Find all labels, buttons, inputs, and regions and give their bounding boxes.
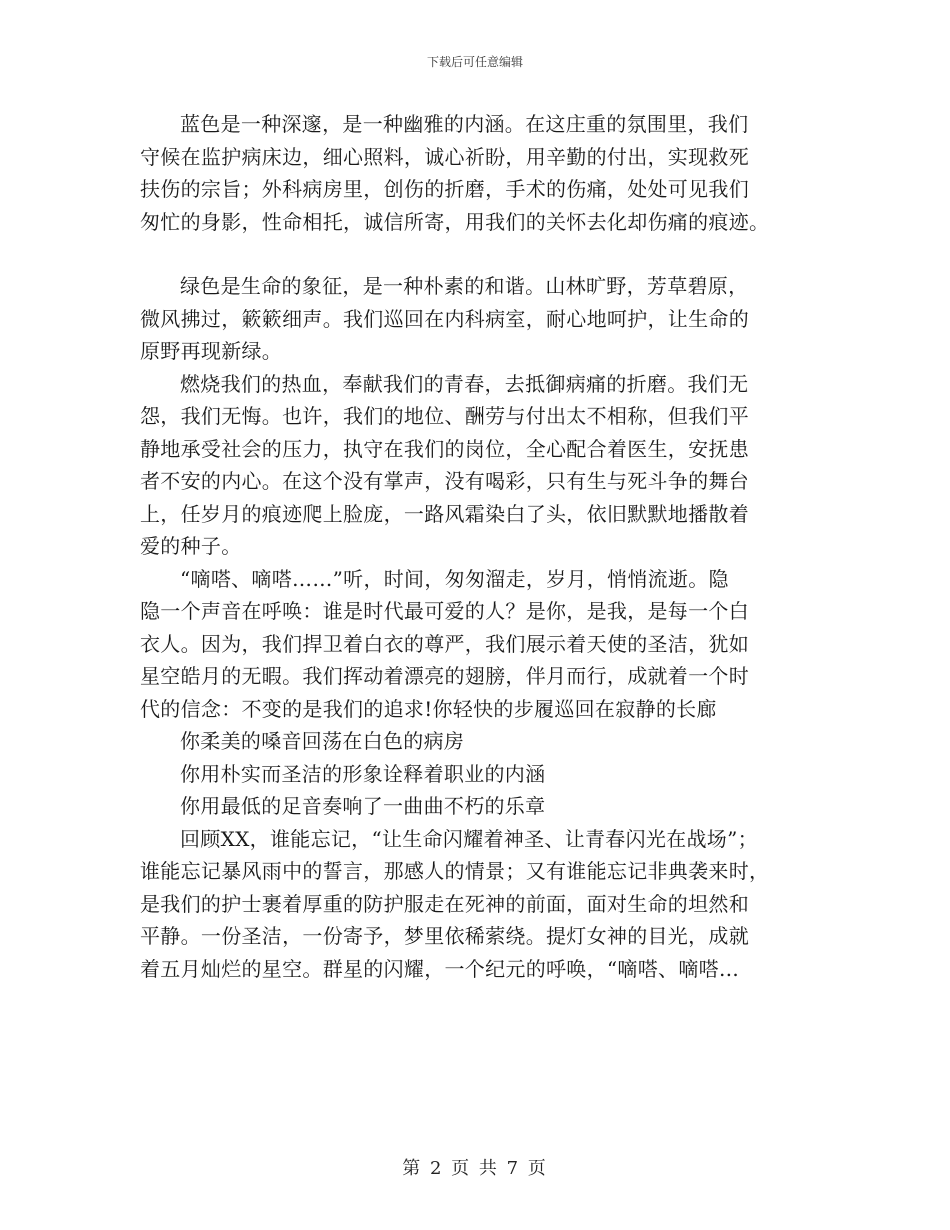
document-body <box>140 108 812 985</box>
text-line: 原野再现新绿。 <box>140 339 283 363</box>
text-line: 怨，我们无悔。也许，我们的地位、酬劳与付出太不相称，但我们平 <box>140 404 749 428</box>
paragraph-green <box>140 270 812 368</box>
text-line: 绿色是生命的象征，是一种朴素的和谐。山林旷野，芳草碧原， <box>180 274 749 298</box>
text-line: 星空皓月的无暇。我们挥动着漂亮的翅膀，伴月而行，成就着一个时 <box>140 664 749 688</box>
text-line: 你用最低的足音奏响了一曲曲不朽的乐章 <box>180 794 546 818</box>
text-line: 燃烧我们的热血，奉献我们的青春，去抵御病痛的折磨。我们无 <box>180 371 749 396</box>
verse-line <box>140 758 812 791</box>
text-line: 爱的种子。 <box>140 534 242 558</box>
verse-line <box>140 725 812 758</box>
text-line: 你柔美的嗓音回荡在白色的病房 <box>180 729 465 753</box>
page-header: 下载后可任意编辑 <box>426 55 523 69</box>
text-line: 扶伤的宗旨；外科病房里，创伤的折磨，手术的伤痛，处处可见我们 <box>140 177 749 201</box>
paragraph-time <box>140 563 812 726</box>
text-line: 静地承受社会的压力，执守在我们的岗位，全心配合着医生，安抚患 <box>140 436 749 461</box>
text-line: “嘀嗒、嘀嗒……”听，时间，匆匆溜走，岁月，悄悄流逝。隐 <box>180 566 729 591</box>
text-line: 是我们的护士裹着厚重的防护服走在死神的前面，面对生命的坦然和 <box>140 891 749 916</box>
paragraph-review <box>140 823 812 986</box>
text-line: 平静。一份圣洁，一份寄予，梦里依稀萦绕。提灯女神的目光，成就 <box>140 924 749 948</box>
text-line: 微风拂过，簌簌细声。我们巡回在内科病室，耐心地呵护，让生命的 <box>140 306 749 331</box>
page-number-footer: 第 2 页 共 7 页 <box>402 1158 548 1179</box>
text-line: 隐一个声音在呼唤：谁是时代最可爱的人？是你，是我，是每一个白 <box>140 599 749 623</box>
paragraph-dedication <box>140 368 812 563</box>
text-line: 着五月灿烂的星空。群星的闪耀，一个纪元的呼唤，“嘀嗒、嘀嗒… <box>140 956 740 981</box>
text-line: 你用朴实而圣洁的形象诠释着职业的内涵 <box>180 761 546 786</box>
text-line: 代的信念：不变的是我们的追求!你轻快的步履巡回在寂静的长廊 <box>140 696 717 721</box>
text-line: 谁能忘记暴风雨中的誓言，那感人的情景；又有谁能忘记非典袭来时， <box>140 859 770 883</box>
text-line: 匆忙的身影，性命相托，诚信所寄，用我们的关怀去化却伤痛的痕迹。 <box>140 209 770 234</box>
text-line: 上，任岁月的痕迹爬上脸庞，一路风霜染白了头，依旧默默地播散着 <box>140 501 749 526</box>
verse-line <box>140 790 812 823</box>
text-line: 衣人。因为，我们捍卫着白衣的尊严，我们展示着天使的圣洁，犹如 <box>140 631 749 656</box>
text-line: 守候在监护病床边，细心照料，诚心祈盼，用辛勤的付出，实现救死 <box>140 144 749 169</box>
paragraph-blue <box>140 108 812 238</box>
text-line: 者不安的内心。在这个没有掌声，没有喝彩，只有生与死斗争的舞台 <box>140 469 749 493</box>
paragraph-gap <box>140 238 812 270</box>
text-line: 蓝色是一种深邃，是一种幽雅的内涵。在这庄重的氛围里，我们 <box>180 112 749 136</box>
text-line: 回顾XX，谁能忘记，“让生命闪耀着神圣、让青春闪光在战场”； <box>180 826 758 851</box>
